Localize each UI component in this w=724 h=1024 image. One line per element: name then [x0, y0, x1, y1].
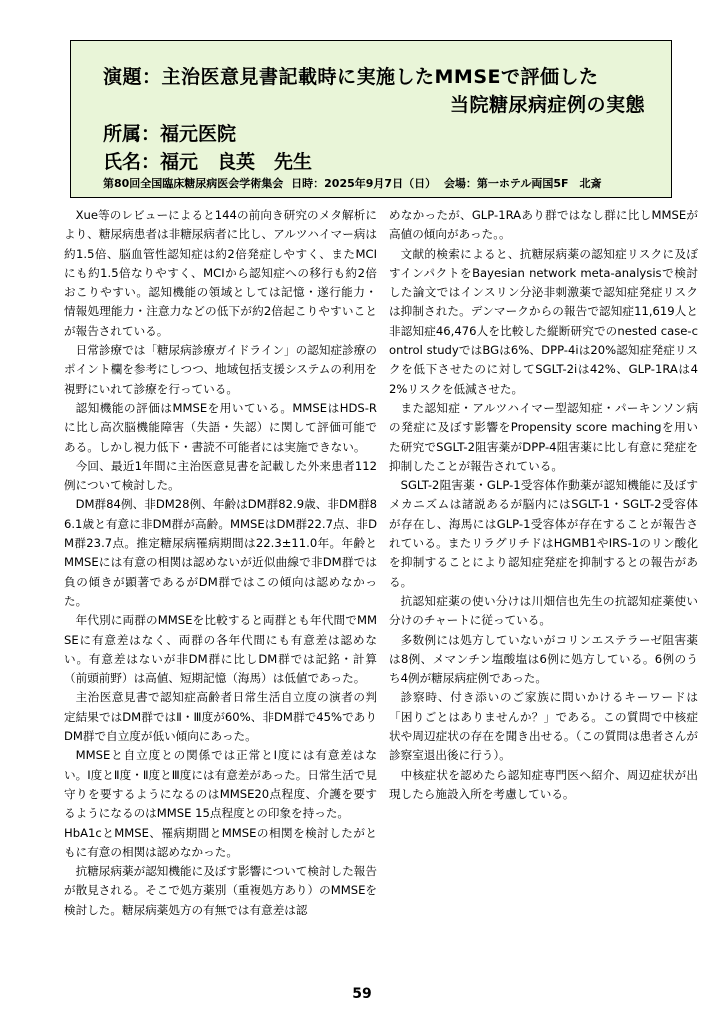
- paragraph: また認知症・アルツハイマー型認知症・パーキンソン病の発症に及ぼす影響をPropensity score machingを用いた研究でSGLT-2阻害薬がDPP-4阻害薬に比し有意に発症を抑制したことが報告されている。: [389, 400, 698, 473]
- paragraph: 文献的検索によると、抗糖尿病薬の認知症リスクに及ぼすインパクトをBayesian network meta-analysisで検討した論文ではインスリン分泌非刺激薬で認知症発症リスクは抑制された。デンマークからの報告で認知症11,619人と非認知症46,476人を比較した縦断研究でのnested case-control studyではBGは6%、DPP-4iは20%認知症発症リスクを低下させたのに対してSGLT-2iは42%、GLP-1RAは42%リスクを低減させた。: [389, 246, 698, 396]
- paragraph: 中核症状を認めたら認知症専門医へ紹介、周辺症状が出現したら施設入所を考慮している。: [389, 767, 698, 801]
- speaker-name: 氏名：福元 良英 先生: [103, 151, 313, 173]
- paragraph: 今回、最近1年間に主治医意見書を記載した外来患者112例について検討した。: [64, 458, 377, 493]
- paragraph: 主治医意見書で認知症高齢者日常生活自立度の演者の判定結果ではDM群ではⅡ・Ⅲ度が60%、非DM群で45%でありDM群で自立度が低い傾向にあった。: [64, 690, 377, 744]
- paragraph: MMSEと自立度との関係では正常とⅠ度には有意差はない。Ⅰ度とⅡ度・Ⅱ度とⅢ度には有意差があった。日常生活で見守りを要するようになるのはMMSE20点程度、介護を要するようになるのはMMSE 15点程度との印象を持った。: [64, 748, 377, 821]
- meeting-venue: 会場：第一ホテル両国5F 北斎: [443, 177, 602, 190]
- paragraph: 診察時、付き添いのご家族に問いかけるキーワードは「困りごとはありませんか？」である。この質問で中核症状や周辺症状の存在を聞き出せる。（この質問は患者さんが診察室退出後に行う）。: [389, 690, 698, 763]
- meeting-date: 日時：2025年9月7日（日）: [291, 177, 437, 190]
- paragraph: DM群84例、非DM28例、年齢はDM群82.9歳、非DM群86.1歳と有意に非DM群が高齢。MMSEはDM群22.7点、非DM群23.7点。推定糖尿病罹病期間は22.3±11.0年。年齢とMMSEには有意の相関は認めないが近似曲線で非DM群では負の傾きが顕著であるがDM群ではこの傾向は認めなかった。: [64, 497, 377, 608]
- paragraph: 多数例には処方していないがコリンエステラーゼ阻害薬は8例、メマンチン塩酸塩は6例に処方している。6例のうち4例が糖尿病症例であった。: [389, 632, 698, 686]
- right-column: [389, 206, 698, 804]
- lecture-title-line-1: 演題：主治医意見書記載時に実施したMMSEで評価した: [103, 66, 599, 88]
- affiliation: 所属：福元医院: [103, 123, 237, 145]
- paragraph: HbA1cとMMSE、罹病期間とMMSEの相関を検討したがともに有意の相関は認めなかった。: [64, 825, 377, 859]
- meeting-info: [103, 175, 606, 191]
- meeting-name: 第80回全国臨床糖尿病医会学術集会: [103, 177, 284, 190]
- paragraph: 抗認知症薬の使い分けは川畑信也先生の抗認知症薬使い分けのチャートに従っている。: [389, 593, 698, 628]
- paragraph: SGLT-2阻害薬・GLP-1受容体作動薬が認知機能に及ぼすメカニズムは諸説あるが脳内にはSGLT-1・SGLT-2受容体が存在し、海馬にはGLP-1受容体が存在することが報告されている。またリラグリチドはHGMB1やIRS-1のリン酸化を抑制することにより認知症発症を抑制するとの報告がある。: [389, 478, 698, 589]
- paragraph: 認知機能の評価はMMSEを用いている。MMSEはHDS-Rに比し高次脳機能障害（失語・失認）に関して評価可能である。しかし視力低下・書読不可能者には実施できない。: [64, 400, 377, 454]
- title-banner: [70, 40, 672, 198]
- page-number: 59: [352, 986, 372, 1002]
- paragraph: 年代別に両群のMMSEを比較すると両群とも年代間でMMSEに有意差はなく、両群の各年代間にも有意差は認めない。有意差はないが非DM群に比しDM群では記銘・計算（前頭前野）は高値、短期記憶（海馬）は低値であった。: [64, 613, 377, 686]
- lecture-title-line-2: 当院糖尿病症例の実態: [449, 94, 645, 116]
- paragraph: Xue等のレビューによると144の前向き研究のメタ解析により、糖尿病患者は非糖尿病者に比し、アルツハイマー病は約1.5倍、脳血管性認知症は約2倍発症しやすく、またMCIにも約1.5倍なりやすく、MCIから認知症への移行も約2倍おこりやすい。認知機能の領域としては記憶・遂行能力・情報処理能力・注意力などの低下が約2倍起こりやすいことが報告されている。: [64, 208, 377, 338]
- left-column: [64, 206, 377, 920]
- paragraph: めなかったが、GLP-1RAあり群ではなし群に比しMMSEが高値の傾向があった。。: [389, 208, 698, 242]
- paragraph: 抗糖尿病薬が認知機能に及ぼす影響について検討した報告が散見される。そこで処方薬別（重複処方あり）のMMSEを検討した。糖尿病薬処方の有無では有意差は認: [64, 864, 377, 917]
- paragraph: 日常診療では「糖尿病診療ガイドライン」の認知症診療のポイント欄を参考にしつつ、地域包括支援システムの利用を視野にいれて診療を行っている。: [64, 343, 377, 396]
